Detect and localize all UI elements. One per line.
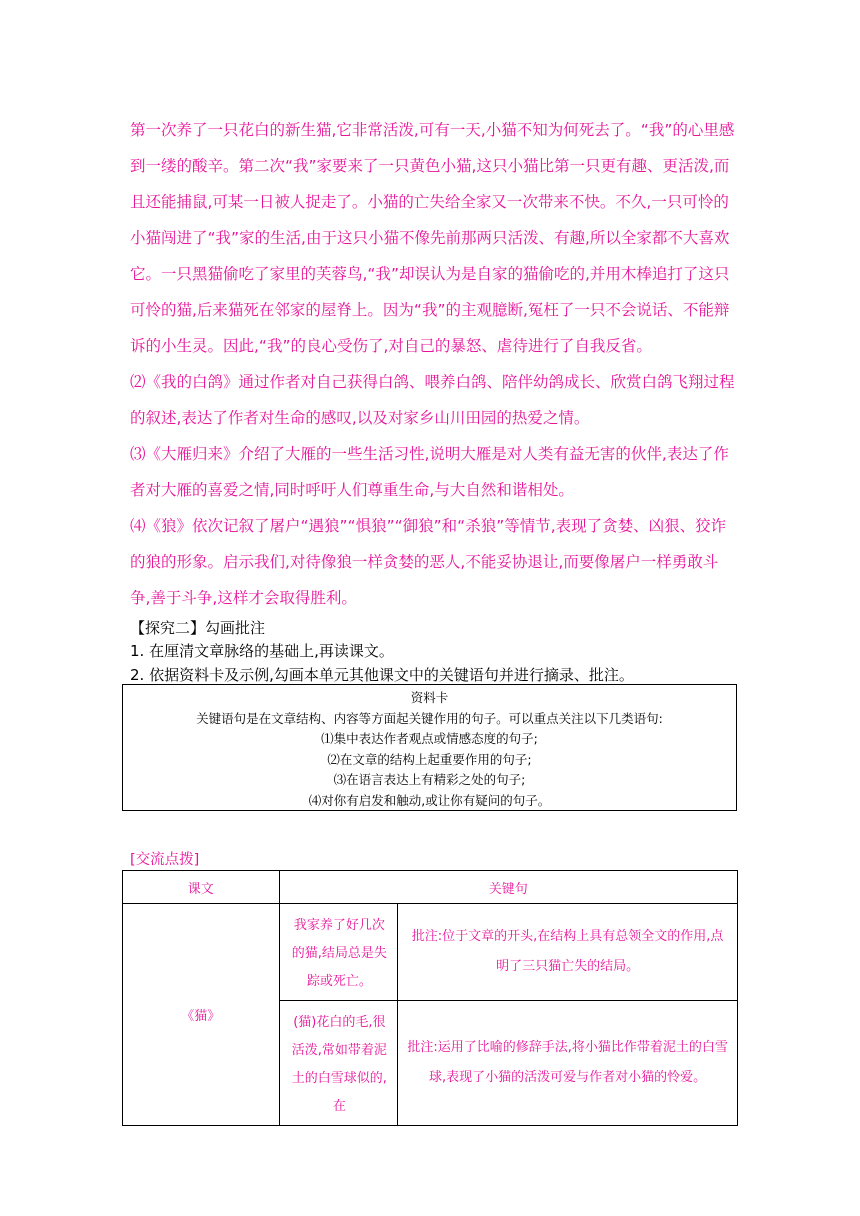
section-title: 【探究二】勾画批注	[130, 619, 266, 637]
table-row	[123, 904, 738, 1001]
summary-paragraph-cat: 第一次养了一只花白的新生猫,它非常活泼,可有一天,小猫不知为何死去了。“我”的心里感到一缕的酸辛。第二次“我”家要来了一只黄色小猫,这只小猫比第一只更有趣、更活泼,而且还能捕鼠,可某一日被人捉走了。小猫的亡失给全家又一次带来不快。不久,一只可怜的小猫闯进了“我”家的生活,由于这只小猫不像先前那两只活泼、有趣,所以全家都不大喜欢它。一只黑猫偷吃了家里的芙蓉鸟,“我”却误认为是自家的猫偷吃的,并用木棒追打了这只可怜的猫,后来猫死在邻家的屋脊上。因为“我”的主观臆断,冤枉了一只不会说话、不能辩诉的小生灵。因此,“我”的良心受伤了,对自己的暴怒、虐待进行了自我反省。	[130, 121, 735, 355]
key-sentence-table	[122, 870, 738, 1126]
key-sentence-text: (猫)花白的毛,很活泼,常如带着泥土的白雪球似的,在	[291, 1015, 387, 1114]
table-header-row	[123, 871, 738, 904]
header-key-sentence: 关键句	[279, 871, 737, 904]
annotation-text: 批注:运用了比喻的修辞手法,将小猫比作带着泥土的白雪球,表现了小猫的活泼可爱与作者对小猫的怜爱。	[407, 1040, 728, 1085]
exchange-label: [交流点拨]	[130, 852, 200, 868]
annotation-text: 批注:位于文章的开头,在结构上具有总领全文的作用,点明了三只猫亡失的结局。	[411, 929, 724, 974]
key-sentence-cell	[279, 904, 398, 1001]
annotation-cell	[398, 904, 738, 1001]
info-card	[122, 684, 737, 811]
info-card-intro: 关键语句是在文章结构、内容等方面起关键作用的句子。可以重点关注以下几类语句:	[196, 710, 663, 726]
lesson-cell: 《猫》	[123, 904, 280, 1126]
summary-paragraph-wolf: ⑷《狼》依次记叙了屠户“遇狼”“惧狼”“御狼”和“杀狼”等情节,表现了贪婪、凶狠、狡诈的狼的形象。启示我们,对待像狼一样贪婪的恶人,不能妥协退让,而要像屠户一样勇敢斗争,善于斗争,这样才会取得胜利。	[130, 517, 727, 607]
step-2: 2. 依据资料卡及示例,勾画本单元其他课文中的关键语句并进行摘录、批注。	[130, 666, 634, 684]
step-1: 1. 在厘清文章脉络的基础上,再读课文。	[130, 642, 394, 660]
key-sentence-text: 我家养了好几次的猫,结局总是失踪或死亡。	[291, 918, 387, 989]
summary-paragraph-white-dove: ⑵《我的白鸽》通过作者对自己获得白鸽、喂养白鸽、陪伴幼鸽成长、欣赏白鸽飞翔过程的叙述,表达了作者对生命的感叹,以及对家乡山川田园的热爱之情。	[130, 373, 735, 427]
header-lesson: 课文	[123, 871, 280, 904]
info-card-item: ⑶在语言表达上有精彩之处的句子;	[333, 772, 526, 787]
info-card-item: ⑴集中表达作者观点或情感态度的句子;	[321, 731, 538, 746]
annotation-cell	[398, 1001, 738, 1126]
summary-paragraph-wild-geese: ⑶《大雁归来》介绍了大雁的一些生活习性,说明大雁是对人类有益无害的伙伴,表达了作者对大雁的喜爱之情,同时呼吁人们尊重生命,与大自然和谐相处。	[130, 445, 729, 499]
info-card-title: 资料卡	[410, 690, 449, 705]
key-sentence-cell	[279, 1001, 398, 1126]
info-card-item: ⑵在文章的结构上起重要作用的句子;	[327, 751, 532, 767]
info-card-item: ⑷对你有启发和触动,或让你有疑问的句子。	[308, 792, 551, 808]
